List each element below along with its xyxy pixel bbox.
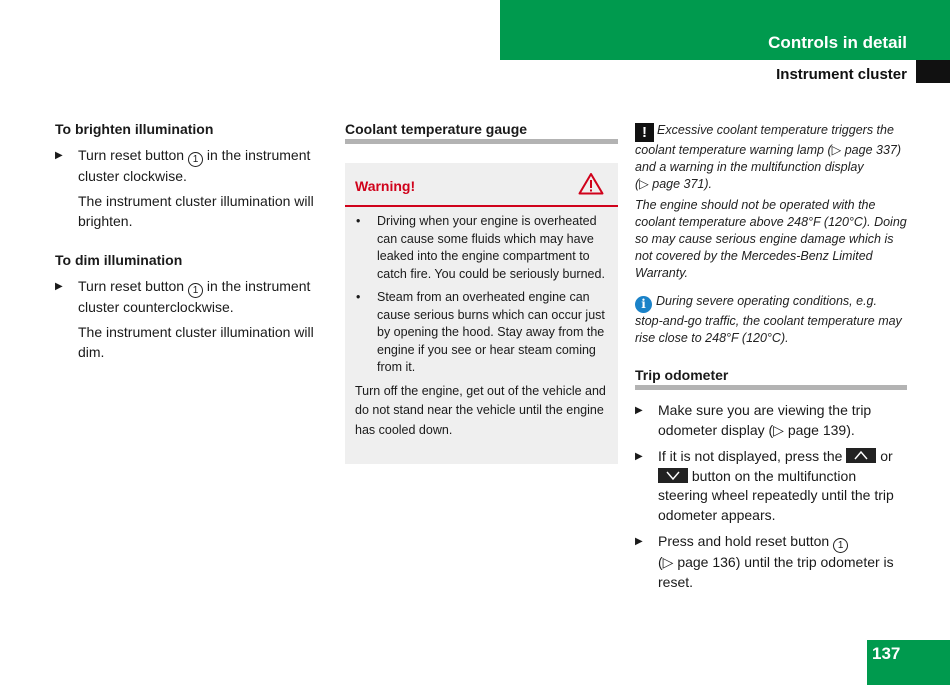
trip-step-2: ▶ If it is not displayed, press the or button on the multifunction steering wheel repeatedly until the trip odometer appears. — [635, 448, 894, 523]
caution-note: ! Excessive coolant temperature triggers the coolant temperature warning lamp (▷ page 337) and a warning in the multifunction display (▷ page 371). — [635, 123, 902, 191]
warning-box — [345, 163, 618, 464]
up-button-icon — [846, 448, 876, 463]
info-note: i During severe operating conditions, e.g. stop-and-go traffic, the coolant temperature may rise close to 248°F (120°C). — [635, 294, 902, 345]
subsection-title: Instrument cluster — [776, 66, 907, 83]
page-number: 137 — [872, 644, 901, 663]
arrow-bullet-icon: ▶ — [635, 451, 643, 462]
coolant-heading: Coolant temperature gauge — [345, 121, 528, 137]
info-icon: i — [635, 296, 652, 313]
brighten-result: The instrument cluster illumination will brighten. — [78, 193, 314, 229]
bullet-dot-icon: • — [356, 290, 361, 304]
warning-footer: Turn off the engine, get out of the vehicle and do not stand near the vehicle until the engine has cooled down. — [355, 383, 606, 437]
reset-button-number-icon: 1 — [188, 283, 203, 298]
arrow-bullet-icon: ▶ — [635, 536, 643, 547]
reset-button-number-icon: 1 — [833, 538, 848, 553]
trip-heading: Trip odometer — [635, 367, 729, 383]
header-tab-marker — [916, 60, 950, 83]
heading-rule — [345, 139, 618, 144]
reset-button-number-icon: 1 — [188, 152, 203, 167]
brighten-step: ▶ Turn reset button 1 in the instrument cluster clockwise. — [55, 147, 311, 184]
warning-triangle-icon — [578, 172, 604, 200]
trip-heading-rule — [635, 385, 907, 390]
arrow-bullet-icon: ▶ — [635, 405, 643, 416]
warning-bullet-1: • Driving when your engine is overheated can cause some fluids which may have leaked into the engine compartment to catch fire. You could be seriously burned. — [356, 214, 605, 281]
exclamation-icon: ! — [635, 123, 654, 142]
engine-damage-note: The engine should not be operated with the coolant temperature above 248°F (120°C). Doing so may cause serious engine damage which is not covered by the Mercedes-Benz Limited Warranty. — [635, 198, 907, 280]
dim-result: The instrument cluster illumination will dim. — [78, 324, 314, 360]
trip-step-3: ▶ Press and hold reset button 1 (▷ page 136) until the trip odometer is reset. — [635, 533, 894, 590]
section-title: Controls in detail — [768, 33, 907, 52]
warning-header — [345, 163, 618, 207]
bullet-dot-icon: • — [356, 214, 361, 228]
arrow-bullet-icon: ▶ — [55, 150, 63, 161]
warning-bullet-2: • Steam from an overheated engine can cause serious burns which can occur just by opening the hood. Stay away from the engine if you see or hear steam coming from it. — [356, 290, 605, 374]
warning-label: Warning! — [355, 178, 416, 194]
down-button-icon — [658, 468, 688, 483]
brighten-heading: To brighten illumination — [55, 121, 214, 137]
arrow-bullet-icon: ▶ — [55, 281, 63, 292]
dim-step: ▶ Turn reset button 1 in the instrument cluster counterclockwise. — [55, 278, 311, 315]
trip-step-1: ▶ Make sure you are viewing the trip odometer display (▷ page 139). — [635, 402, 872, 438]
dim-heading: To dim illumination — [55, 252, 183, 268]
